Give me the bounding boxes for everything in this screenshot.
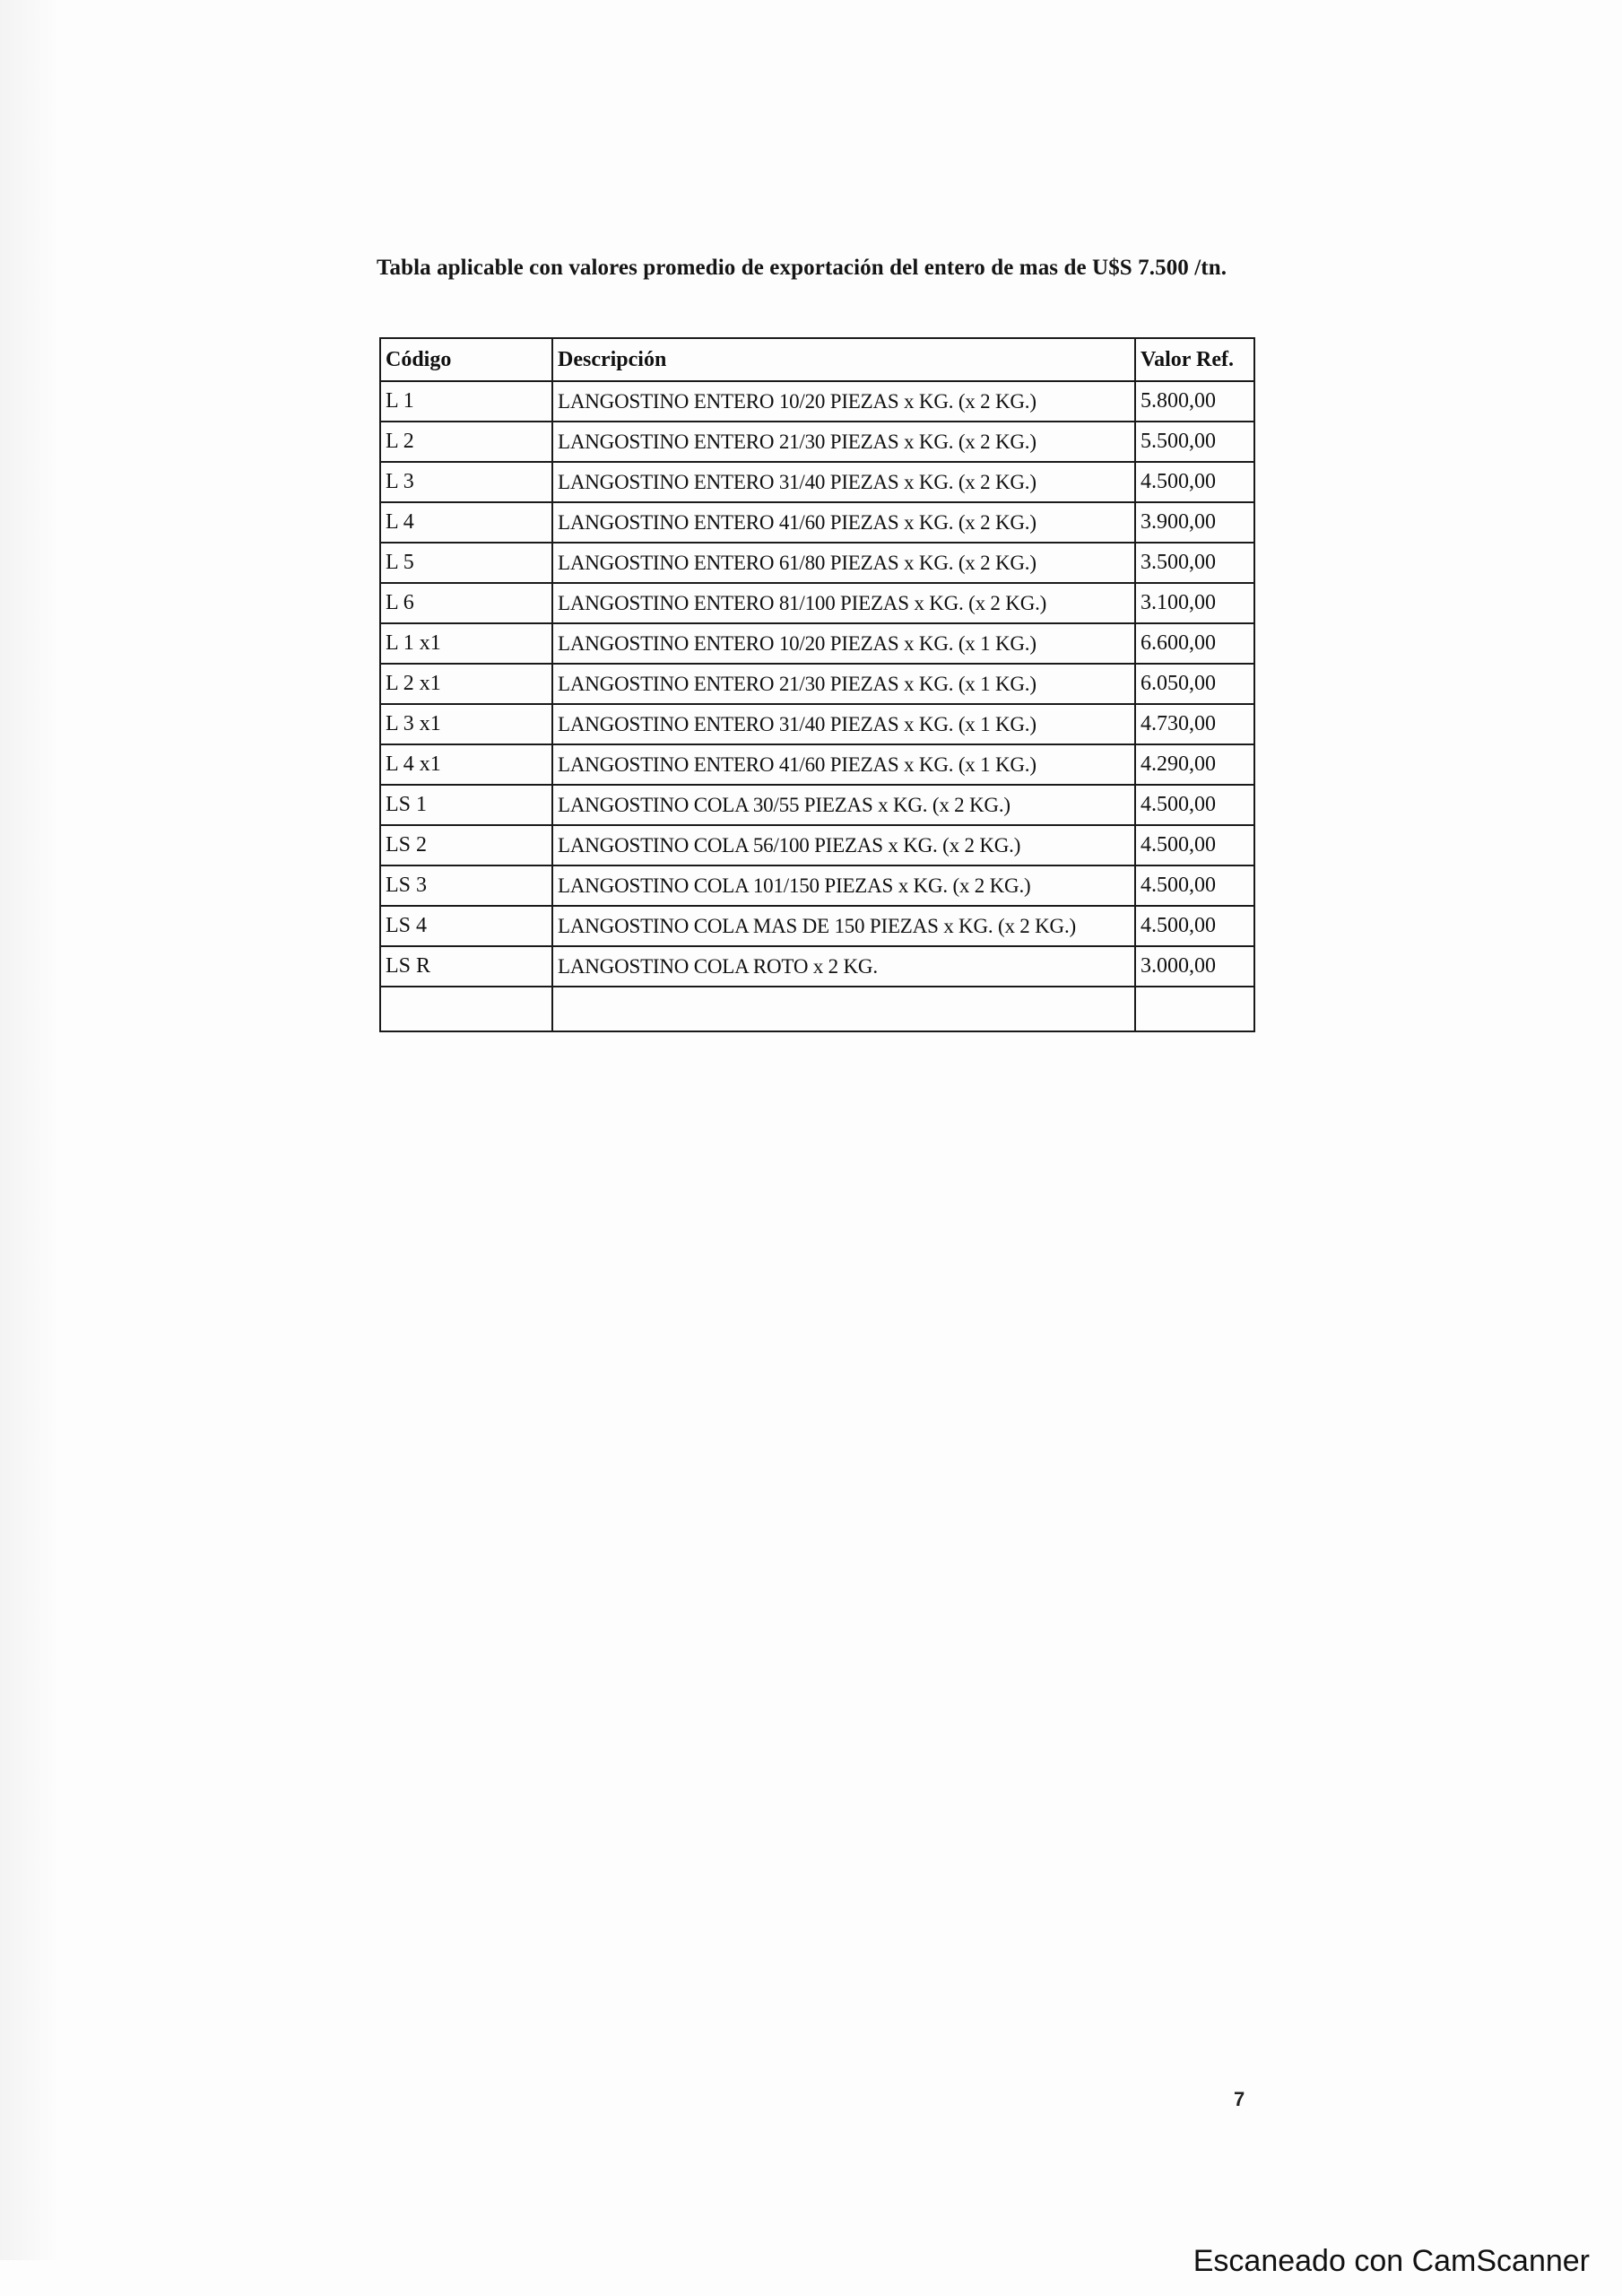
row-value: 3.000,00 bbox=[1135, 946, 1254, 987]
row-value: 5.800,00 bbox=[1135, 381, 1254, 422]
table-row bbox=[380, 865, 1254, 906]
row-code: L 4 x1 bbox=[380, 744, 552, 785]
row-description: LANGOSTINO COLA 101/150 PIEZAS x KG. (x 2 KG.) bbox=[552, 865, 1135, 906]
row-code: L 4 bbox=[380, 502, 552, 543]
row-code: L 1 x1 bbox=[380, 623, 552, 664]
row-code: L 1 bbox=[380, 381, 552, 422]
table-row bbox=[380, 422, 1254, 462]
header-code: Código bbox=[380, 338, 552, 381]
row-code: L 2 bbox=[380, 422, 552, 462]
row-description: LANGOSTINO ENTERO 21/30 PIEZAS x KG. (x 2 KG.) bbox=[552, 422, 1135, 462]
row-code bbox=[380, 987, 552, 1031]
row-value: 4.500,00 bbox=[1135, 785, 1254, 825]
row-value: 4.500,00 bbox=[1135, 825, 1254, 865]
page-shadow-edge bbox=[0, 0, 56, 2260]
header-description: Descripción bbox=[552, 338, 1135, 381]
table-row-empty bbox=[380, 987, 1254, 1031]
page-number: 7 bbox=[1234, 2088, 1245, 2110]
table-row bbox=[380, 583, 1254, 623]
table-row bbox=[380, 906, 1254, 946]
row-value: 5.500,00 bbox=[1135, 422, 1254, 462]
row-value: 3.500,00 bbox=[1135, 543, 1254, 583]
row-code: L 5 bbox=[380, 543, 552, 583]
table-row bbox=[380, 744, 1254, 785]
table-row bbox=[380, 785, 1254, 825]
row-code: L 6 bbox=[380, 583, 552, 623]
row-value: 4.500,00 bbox=[1135, 906, 1254, 946]
row-code: L 3 bbox=[380, 462, 552, 502]
table-row bbox=[380, 825, 1254, 865]
row-value bbox=[1135, 987, 1254, 1031]
row-value: 4.500,00 bbox=[1135, 462, 1254, 502]
row-description: LANGOSTINO COLA 56/100 PIEZAS x KG. (x 2 KG.) bbox=[552, 825, 1135, 865]
row-description: LANGOSTINO COLA ROTO x 2 KG. bbox=[552, 946, 1135, 987]
row-description: LANGOSTINO ENTERO 10/20 PIEZAS x KG. (x 1 KG.) bbox=[552, 623, 1135, 664]
row-description: LANGOSTINO ENTERO 31/40 PIEZAS x KG. (x 1 KG.) bbox=[552, 704, 1135, 744]
row-value: 6.050,00 bbox=[1135, 664, 1254, 704]
row-value: 3.100,00 bbox=[1135, 583, 1254, 623]
header-value: Valor Ref. bbox=[1135, 338, 1254, 381]
row-description: LANGOSTINO ENTERO 41/60 PIEZAS x KG. (x 1 KG.) bbox=[552, 744, 1135, 785]
row-value: 3.900,00 bbox=[1135, 502, 1254, 543]
table-row bbox=[380, 704, 1254, 744]
scanner-watermark: Escaneado con CamScanner bbox=[1193, 2244, 1590, 2278]
table-row bbox=[380, 502, 1254, 543]
row-value: 4.290,00 bbox=[1135, 744, 1254, 785]
row-code: LS 2 bbox=[380, 825, 552, 865]
table-row bbox=[380, 946, 1254, 987]
row-value: 6.600,00 bbox=[1135, 623, 1254, 664]
row-description: LANGOSTINO COLA 30/55 PIEZAS x KG. (x 2 KG.) bbox=[552, 785, 1135, 825]
row-description: LANGOSTINO COLA MAS DE 150 PIEZAS x KG. (x 2 KG.) bbox=[552, 906, 1135, 946]
document-heading: Tabla aplicable con valores promedio de exportación del entero de mas de U$S 7.500 /tn. bbox=[377, 256, 1227, 280]
row-description: LANGOSTINO ENTERO 21/30 PIEZAS x KG. (x 1 KG.) bbox=[552, 664, 1135, 704]
row-description: LANGOSTINO ENTERO 31/40 PIEZAS x KG. (x 2 KG.) bbox=[552, 462, 1135, 502]
row-description: LANGOSTINO ENTERO 61/80 PIEZAS x KG. (x 2 KG.) bbox=[552, 543, 1135, 583]
row-code: LS 3 bbox=[380, 865, 552, 906]
row-code: LS 1 bbox=[380, 785, 552, 825]
row-code: L 3 x1 bbox=[380, 704, 552, 744]
row-description: LANGOSTINO ENTERO 41/60 PIEZAS x KG. (x 2 KG.) bbox=[552, 502, 1135, 543]
row-code: LS 4 bbox=[380, 906, 552, 946]
row-description bbox=[552, 987, 1135, 1031]
row-value: 4.730,00 bbox=[1135, 704, 1254, 744]
row-code: LS R bbox=[380, 946, 552, 987]
table-row bbox=[380, 664, 1254, 704]
row-description: LANGOSTINO ENTERO 10/20 PIEZAS x KG. (x 2 KG.) bbox=[552, 381, 1135, 422]
table-row bbox=[380, 543, 1254, 583]
table-row bbox=[380, 462, 1254, 502]
table-row bbox=[380, 381, 1254, 422]
reference-values-table bbox=[379, 337, 1255, 1032]
table-header-row bbox=[380, 338, 1254, 381]
row-value: 4.500,00 bbox=[1135, 865, 1254, 906]
table-row bbox=[380, 623, 1254, 664]
row-description: LANGOSTINO ENTERO 81/100 PIEZAS x KG. (x 2 KG.) bbox=[552, 583, 1135, 623]
row-code: L 2 x1 bbox=[380, 664, 552, 704]
